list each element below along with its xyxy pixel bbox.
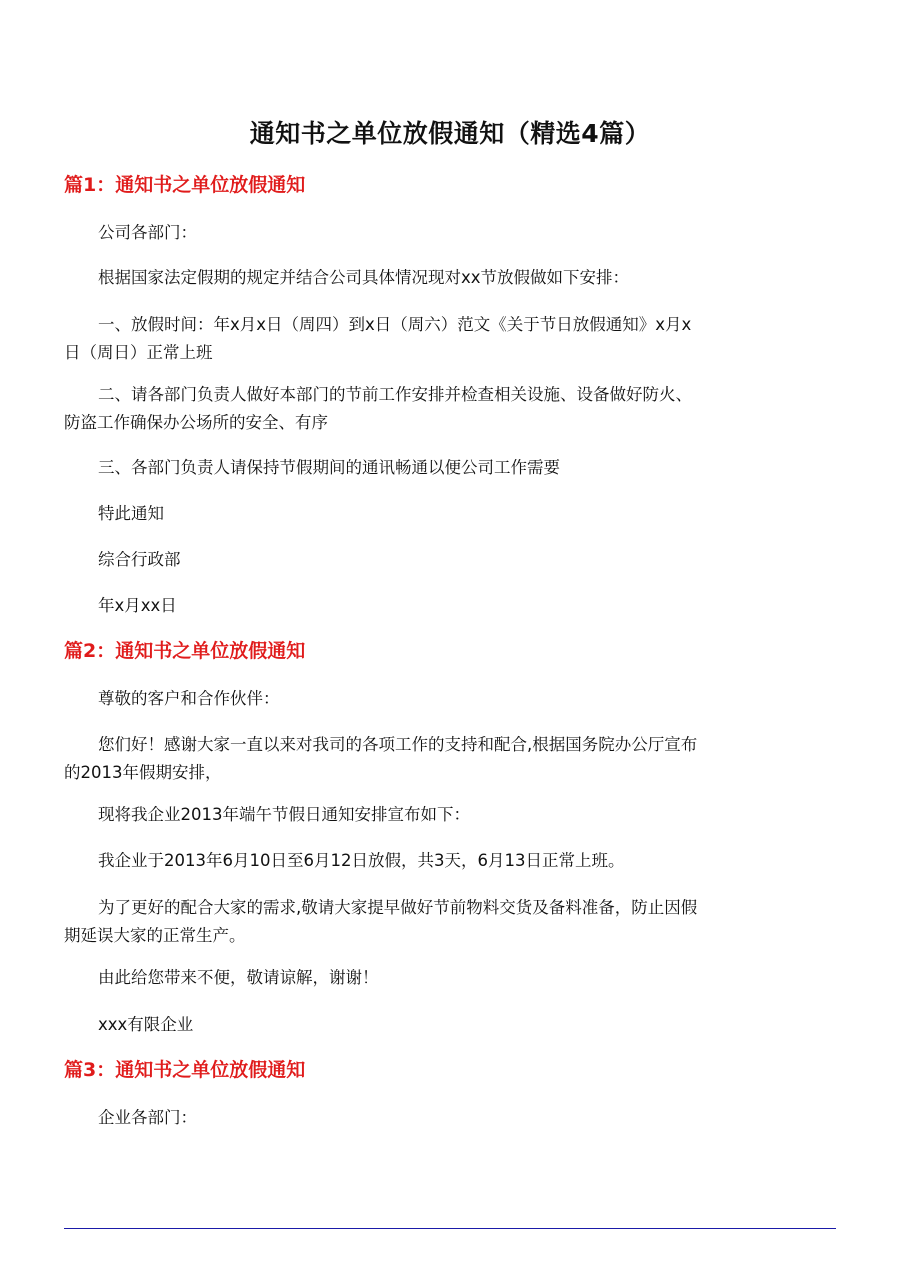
paragraph: 综合行政部 <box>98 550 181 569</box>
section-heading-1: 篇1：通知书之单位放假通知 <box>64 174 306 196</box>
section-heading-3: 篇3：通知书之单位放假通知 <box>64 1059 306 1081</box>
paragraph: 企业各部门： <box>98 1108 197 1127</box>
paragraph: 二、请各部门负责人做好本部门的节前工作安排并检查相关设施、设备做好防火、防盗工作确保办公场所的安全、有序 <box>64 385 692 432</box>
paragraph: xxx有限企业 <box>98 1015 194 1034</box>
paragraph: 三、各部门负责人请保持节假期间的通讯畅通以便公司工作需要 <box>98 458 560 477</box>
paragraph: 为了更好的配合大家的需求,敬请大家提早做好节前物料交货及备料准备，防止因假期延误大家的正常生产。 <box>64 898 698 945</box>
paragraph: 尊敬的客户和合作伙伴： <box>98 689 280 708</box>
paragraph: 公司各部门： <box>98 223 197 242</box>
paragraph: 年x月xx日 <box>98 596 177 615</box>
paragraph: 您们好！感谢大家一直以来对我司的各项工作的支持和配合,根据国务院办公厅宣布的2013年假期安排， <box>64 735 698 782</box>
paragraph: 特此通知 <box>98 504 164 523</box>
footer-divider <box>64 1228 836 1229</box>
page-title: 通知书之单位放假通知（精选4篇） <box>249 119 651 148</box>
paragraph: 由此给您带来不便，敬请谅解，谢谢！ <box>98 968 379 987</box>
section-heading-2: 篇2：通知书之单位放假通知 <box>64 640 306 662</box>
paragraph: 我企业于2013年6月10日至6月12日放假，共3天，6月13日正常上班。 <box>98 851 625 870</box>
paragraph: 现将我企业2013年端午节假日通知安排宣布如下： <box>98 805 470 824</box>
paragraph: 根据国家法定假期的规定并结合公司具体情况现对xx节放假做如下安排： <box>98 268 630 287</box>
paragraph: 一、放假时间：年x月x日（周四）到x日（周六）范文《关于节日放假通知》x月x日（周日）正常上班 <box>64 315 692 362</box>
